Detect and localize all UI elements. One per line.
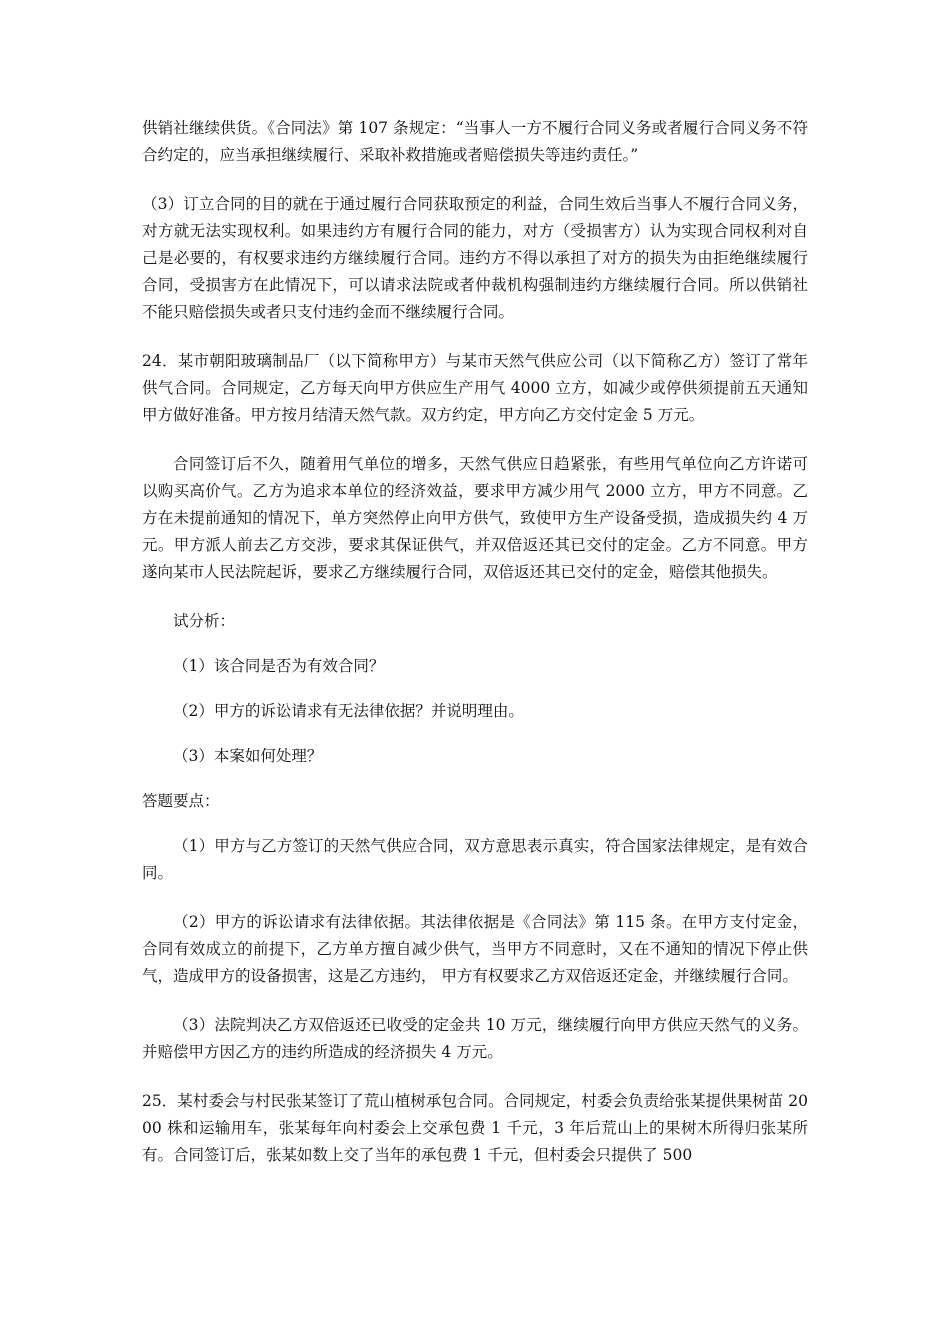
paragraph-point-3-continue-performance: （3）订立合同的目的就在于通过履行合同获取预定的利益，合同生效后当事人不履行合同义务，对方就无法实现权利。如果违约方有履行合同的能力，对方（受损害方）认为实现合同权利对自己是必要的，有权要求违约方继续履行合同。违约方不得以承担了对方的损失为由拒绝继续履行合同，受损害方在此情况下，可以请求法院或者仲裁机构强制违约方继续履行合同。所以供销社不能只赔偿损失或者只支付违约金而不继续履行合同。: [142, 195, 808, 321]
answer-points-heading: 答题要点：: [142, 792, 220, 810]
answer-1: （1）甲方与乙方签订的天然气供应合同，双方意思表示真实，符合国家法律规定，是有效合同。: [142, 837, 808, 882]
paragraph-case-24-facts: 合同签订后不久，随着用气单位的增多，天然气供应日趋紧张，有些用气单位向乙方许诺可以购买高价气。乙方为追求本单位的经济效益，要求甲方减少用气 2000 立方，甲方不同意。乙方在未提前通知的情况下，单方突然停止向甲方供气，致使甲方生产设备受损，造成损失约 4 万元。甲方派人前去乙方交涉，要求其保证供气，并双倍返还其已交付的定金。乙方不同意。甲方遂向某市人民法院起诉，要求乙方继续履行合同，双倍返还其已交付的定金，赔偿其他损失。: [142, 455, 808, 581]
paragraph-case-25-intro: 25．某村委会与村民张某签订了荒山植树承包合同。合同规定，村委会负责给张某提供果树苗 2000 株和运输用车，张某每年向村委会上交承包费 1 千元，3 年后荒山上的果树木所得归张某所有。合同签订后，张某如数上交了当年的承包费 1 千元，但村委会只提供了 500: [142, 1092, 808, 1164]
paragraph-contract-law-107: 供销社继续供货。《合同法》第 107 条规定：“当事人一方不履行合同义务或者履行合同义务不符合约定的，应当承担继续履行、采取补救措施或者赔偿损失等违约责任。”: [142, 119, 808, 164]
document-page: [142, 115, 808, 1169]
answer-2: （2）甲方的诉讼请求有法律依据。其法律依据是《合同法》第 115 条。在甲方支付定金，合同有效成立的前提下，乙方单方擅自减少供气，当甲方不同意时，又在不通知的情况下停止供气，造成甲方的设备损害，这是乙方违约， 甲方有权要求乙方双倍返还定金，并继续履行合同。: [142, 913, 808, 985]
paragraph-analyze-heading: 试分析：: [173, 612, 236, 630]
question-3: （3）本案如何处理？: [173, 747, 323, 765]
paragraph-case-24-intro: 24．某市朝阳玻璃制品厂（以下简称甲方）与某市天然气供应公司（以下简称乙方）签订了常年供气合同。合同规定，乙方每天向甲方供应生产用气 4000 立方，如减少或停供须提前五天通知甲方做好准备。甲方按月结清天然气款。双方约定，甲方向乙方交付定金 5 万元。: [142, 352, 808, 424]
question-2: （2）甲方的诉讼请求有无法律依据？并说明理由。: [173, 702, 524, 720]
answer-3: （3）法院判决乙方双倍返还已收受的定金共 10 万元，继续履行向甲方供应天然气的义务。并赔偿甲方因乙方的违约所造成的经济损失 4 万元。: [142, 1016, 808, 1061]
question-1: （1）该合同是否为有效合同？: [173, 657, 385, 675]
